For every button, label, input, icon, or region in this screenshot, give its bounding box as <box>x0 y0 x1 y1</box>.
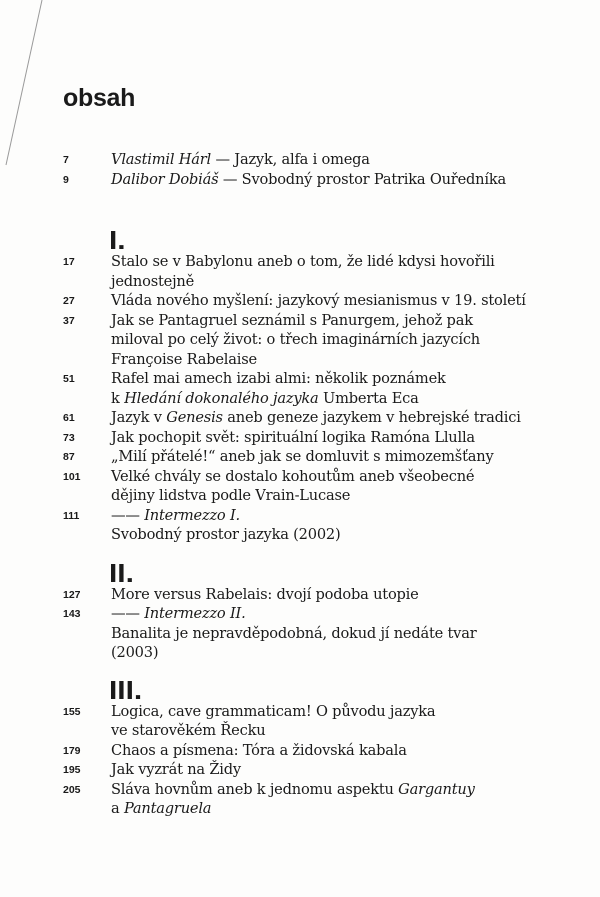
entry-text <box>111 799 211 819</box>
section-heading: II. <box>109 557 134 588</box>
toc-section <box>0 225 600 545</box>
page-number: 143 <box>63 608 81 620</box>
entry-line <box>0 369 600 389</box>
entry-text <box>111 408 521 428</box>
entry-text <box>111 369 446 389</box>
entry-text <box>111 525 341 545</box>
entry-line <box>0 721 600 741</box>
page-number: 17 <box>63 256 75 268</box>
entry-line <box>0 525 600 545</box>
entry-text <box>111 585 419 605</box>
toc-entry <box>0 291 600 311</box>
entry-text <box>111 643 158 663</box>
page-number: 27 <box>63 295 75 307</box>
entry-line <box>0 741 600 761</box>
entry-text <box>111 272 194 292</box>
text-segment: Jak vyzrát na Židy <box>111 761 241 778</box>
text-segment: k <box>111 389 125 407</box>
page-number: 9 <box>63 173 69 186</box>
toc-entry <box>0 780 600 819</box>
entry-text <box>111 350 257 370</box>
page-number: 37 <box>63 314 75 327</box>
entry-text <box>111 291 526 311</box>
section-heading: I. <box>109 225 126 255</box>
italic-text: Dalibor Dobiáš <box>111 170 219 188</box>
toc-entry <box>0 741 600 761</box>
toc-section <box>0 674 600 819</box>
toc-entry <box>0 585 600 605</box>
text-segment: —— <box>111 605 145 622</box>
entry-line <box>0 585 600 605</box>
toc-entry <box>0 252 600 291</box>
italic-text: Intermezzo I. <box>144 506 240 524</box>
italic-text: Gargantuy <box>398 780 475 798</box>
section-heading: III. <box>109 674 143 705</box>
italic-text: Vlastimil Hárl <box>111 151 212 168</box>
entry-line <box>0 252 600 272</box>
text-segment: More versus Rabelais: dvojí podoba utopie <box>111 585 419 603</box>
text-segment: Velké chvály se dostalo kohoutům aneb všeobecné <box>111 467 475 485</box>
page-number: 155 <box>63 705 81 718</box>
toc-entry <box>0 702 600 741</box>
page-number: 205 <box>63 783 81 796</box>
entry-line <box>0 486 600 506</box>
table-of-contents <box>0 150 600 819</box>
page-number: 61 <box>63 412 75 424</box>
entry-text <box>111 170 506 190</box>
text-segment: jednostejně <box>111 272 195 290</box>
entry-line <box>0 150 600 170</box>
text-segment: miloval po celý život: o třech imaginárních jazycích <box>111 331 481 348</box>
text-segment: — Jazyk, alfa i omega <box>211 151 370 168</box>
text-segment: Svobodný prostor jazyka (2002) <box>111 526 341 543</box>
entry-line <box>0 467 600 487</box>
entry-line <box>0 604 600 624</box>
entry-line <box>0 272 600 292</box>
text-segment: Banalita je nepravděpodobná, dokud jí nedáte tvar <box>111 624 477 642</box>
entry-line <box>0 447 600 467</box>
entry-line <box>0 291 600 311</box>
text-segment: a <box>111 800 124 817</box>
text-segment: (2003) <box>111 644 159 661</box>
text-segment: Logica, cave grammaticam! O původu jazyka <box>111 702 436 720</box>
entry-line <box>0 506 600 526</box>
page-number: 73 <box>63 431 75 444</box>
toc-entry <box>0 408 600 428</box>
toc-entry <box>0 150 600 170</box>
entry-text <box>111 721 265 741</box>
text-segment: —— <box>111 506 145 524</box>
text-segment: Umberta Eca <box>318 389 419 407</box>
entry-line <box>0 170 600 190</box>
entry-line <box>0 311 600 331</box>
entry-text <box>111 467 474 487</box>
entry-text <box>111 760 241 780</box>
text-segment: — Svobodný prostor Patrika Ouředníka <box>218 170 506 188</box>
toc-entry <box>0 311 600 370</box>
toc-section <box>0 557 600 663</box>
page-number: 195 <box>63 764 81 776</box>
entry-text <box>111 428 475 448</box>
page-number: 111 <box>63 509 80 522</box>
text-segment: Sláva hovnům aneb k jednomu aspektu <box>111 780 399 798</box>
entry-text <box>111 486 350 506</box>
text-segment: Françoise Rabelaise <box>111 350 257 368</box>
entry-line <box>0 780 600 800</box>
text-segment: Jak pochopit svět: spirituální logika Ramóna Llulla <box>111 428 475 446</box>
italic-text: Pantagruela <box>123 800 212 817</box>
italic-text: Hledání dokonalého jazyka <box>124 389 319 407</box>
italic-text: Genesis <box>166 409 223 426</box>
toc-entry <box>0 428 600 448</box>
entry-line <box>0 643 600 663</box>
page-number: 87 <box>63 451 75 463</box>
page-number: 127 <box>63 588 81 601</box>
entry-line <box>0 330 600 350</box>
entry-text <box>111 330 480 350</box>
text-segment: dějiny lidstva podle Vrain-Lucase <box>111 487 351 504</box>
page-number: 179 <box>63 744 81 757</box>
entry-text <box>111 252 495 272</box>
entry-text <box>111 780 475 800</box>
entry-text <box>111 741 407 761</box>
toc-entry <box>0 170 600 190</box>
text-segment: „Milí přátelé!“ aneb jak se domluvit s mimozemšťany <box>111 448 494 465</box>
text-segment: Jazyk v <box>111 409 167 426</box>
toc-entry <box>0 760 600 780</box>
text-segment: aneb geneze jazykem v hebrejské tradici <box>222 409 521 426</box>
toc-entry <box>0 467 600 506</box>
page-title: obsah <box>63 84 136 112</box>
text-segment: Vláda nového myšlení: jazykový mesianismus v 19. století <box>111 292 526 309</box>
entry-line <box>0 389 600 409</box>
entry-text <box>111 150 370 170</box>
page-number: 101 <box>63 470 81 483</box>
entry-text <box>111 389 419 409</box>
entry-line <box>0 624 600 644</box>
page-number: 7 <box>63 154 69 166</box>
entry-line <box>0 799 600 819</box>
text-segment: Rafel mai amech izabi almi: několik poznámek <box>111 370 446 387</box>
entry-line <box>0 350 600 370</box>
toc-entry <box>0 506 600 545</box>
toc-entry <box>0 369 600 408</box>
entry-text <box>111 311 473 331</box>
entry-text <box>111 624 477 644</box>
entry-text <box>111 447 494 467</box>
text-segment: Stalo se v Babylonu aneb o tom, že lidé kdysi hovořili <box>111 253 495 270</box>
text-segment: Jak se Pantagruel seznámil s Panurgem, jehož pak <box>111 311 473 329</box>
entry-text <box>111 604 246 624</box>
toc-entry <box>0 604 600 663</box>
entry-line <box>0 408 600 428</box>
toc-entry <box>0 447 600 467</box>
text-segment: ve starověkém Řecku <box>111 722 266 739</box>
text-segment: Chaos a písmena: Tóra a židovská kabala <box>111 741 407 759</box>
entry-text <box>111 506 240 526</box>
entry-text <box>111 702 435 722</box>
entry-line <box>0 428 600 448</box>
entry-line <box>0 760 600 780</box>
page-number: 51 <box>63 373 75 385</box>
entry-line <box>0 702 600 722</box>
italic-text: Intermezzo II. <box>144 605 246 622</box>
